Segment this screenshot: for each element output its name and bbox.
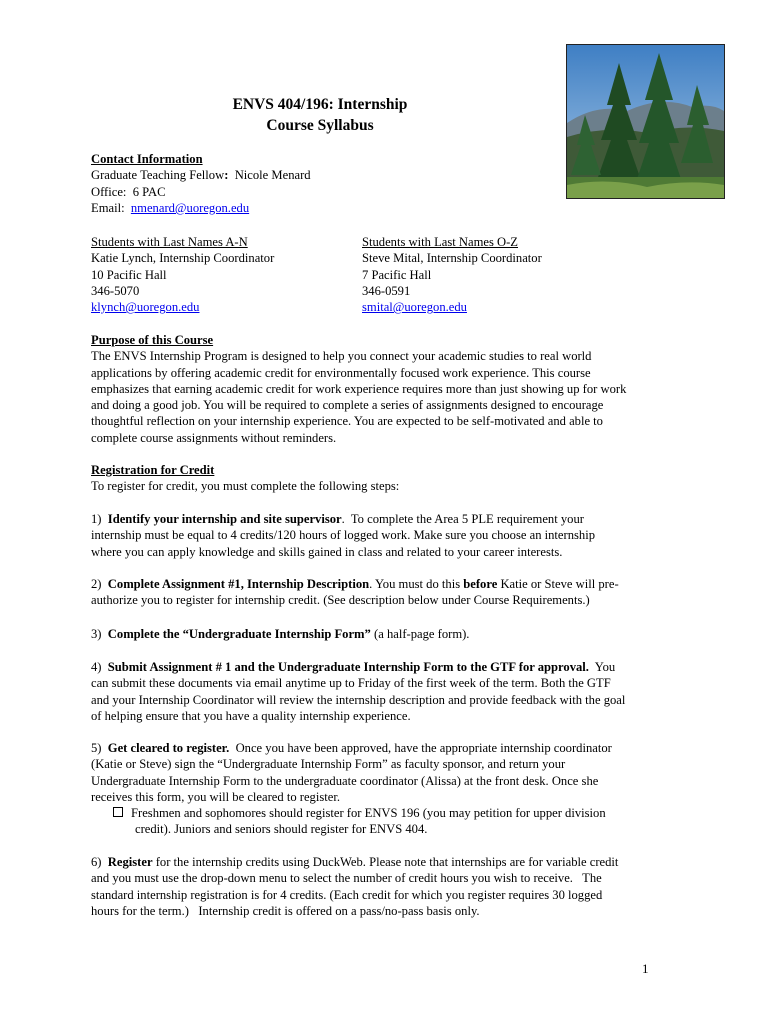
step-line [91,511,681,527]
coordinator-phone: 346-0591 [362,283,411,298]
step-line: authorize you to register for internship credit. (See description below under Course Requirements.) [91,593,590,608]
registration-intro: To register for credit, you must complete the following steps: [91,479,400,494]
bullet-text: Freshmen and sophomores should register for ENVS 196 (you may petition for upper division [131,806,606,820]
step-4 [91,659,681,724]
step-line [91,659,681,675]
title-line-2: Course Syllabus [266,117,374,134]
contact-section [91,151,681,216]
step-line [91,576,681,592]
step-title: Register [107,855,153,869]
title-line-1: ENVS 404/196: Internship [232,96,408,113]
step-text: . To complete the Area 5 PLE requirement your [341,512,584,526]
gtf-email-link[interactable]: nmenard@uoregon.edu [130,200,250,215]
step-text: (a half-page form). [370,627,470,641]
syllabus-title [170,94,470,136]
purpose-heading: Purpose of this Course [91,333,214,347]
step-text: for the internship credits using DuckWeb. Please note that internships are for variable credit [152,855,619,869]
step-title: Submit Assignment # 1 and the Undergraduate Internship Form to the GTF for approval. [107,660,589,674]
registration-heading: Registration for Credit [91,463,215,477]
step-line: where you can apply knowledge and skills gained in class and related to your career interests. [91,544,563,559]
contact-heading: Contact Information [91,152,203,166]
step-line: can submit these documents via email anytime up to Friday of the first week of the term. Both the GTF [91,676,611,691]
step-1 [91,511,681,560]
purpose-line: and doing a good job. You will be required to complete a series of assignments designed to encourage [91,398,604,413]
step-line [91,740,681,756]
registration-section [91,462,681,495]
step-3 [91,626,681,642]
step-2 [91,576,681,609]
coordinator-name: Steve Mital, Internship Coordinator [362,251,542,266]
purpose-section [91,332,681,446]
page-number: 1 [642,961,649,976]
step-emphasis: before [463,577,498,591]
step-number: 5) [91,741,108,755]
step-text: Katie or Steve will pre- [497,577,619,591]
step-line: and your Internship Coordinator will review the internship description and provide feedback with the goal [91,692,626,707]
bullet-line: credit). Juniors and seniors should register for ENVS 404. [135,822,428,837]
step-title: Get cleared to register. [107,741,230,755]
step-number: 1) [91,512,108,526]
checkbox-bullet-icon [113,807,123,817]
email-label: Email: [91,200,131,215]
step-text: You [588,660,616,674]
step-line [91,626,681,642]
step-title: Complete Assignment #1, Internship Description [107,577,370,591]
gtf-label: Graduate Teaching Fellow [91,168,225,183]
purpose-line: complete course assignments without reminders. [91,430,337,445]
step-6 [91,854,681,919]
step-line: Undergraduate Internship Form to the undergraduate coordinator (Alissa) at the front desk. Once she [91,773,599,788]
step-line: internship must be equal to 4 credits/120 hours of logged work. Make sure you choose an internship [91,528,596,543]
step-number: 4) [91,660,108,674]
coordinator-o-z [362,234,542,315]
gtf-colon: : [224,168,229,183]
purpose-line: emphasizes that earning academic credit for work experience requires more than just showing up for work [91,381,627,396]
coordinator-a-n [91,234,274,315]
step-title: Complete the “Undergraduate Internship Form” [107,627,371,641]
step-number: 2) [91,577,108,591]
email-line [91,200,681,216]
bullet-line [113,805,673,821]
step-line [91,854,681,870]
gtf-name: Nicole Menard [228,168,311,183]
office-line: Office: 6 PAC [91,184,166,199]
coordinator-office: 10 Pacific Hall [91,267,167,282]
coordinator-heading: Students with Last Names A-N [91,235,248,249]
step-title: Identify your internship and site supervisor [107,512,342,526]
step-line: (Katie or Steve) sign the “Undergraduate Internship Form” as faculty sponsor, and return your [91,757,566,772]
step-line: and you must use the drop-down menu to select the number of credit hours you wish to receive. The [91,871,602,886]
gtf-line [91,167,681,183]
step-line: of helping ensure that you have a quality internship experience. [91,708,411,723]
purpose-line: applications by offering academic credit for environmentally focused work experience. This course [91,365,591,380]
step-number: 3) [91,627,108,641]
step-line: receives this form, you will be cleared to register. [91,789,340,804]
step-number: 6) [91,855,108,869]
purpose-line: thoughtful reflection on your internship experience. You are expected to be self-motivated and able to [91,414,603,429]
step-text: Once you have been approved, have the appropriate internship coordinator [229,741,612,755]
coordinator-email-link[interactable]: smital@uoregon.edu [362,300,467,315]
step-line: hours for the term.) Internship credit is offered on a pass/no-pass basis only. [91,903,480,918]
step-5 [91,740,681,805]
coordinator-heading: Students with Last Names O-Z [362,235,519,249]
coordinator-office: 7 Pacific Hall [362,267,432,282]
coordinator-phone: 346-5070 [91,283,140,298]
bullet-item [113,805,673,838]
coordinator-email-link[interactable]: klynch@uoregon.edu [91,300,200,315]
purpose-line: The ENVS Internship Program is designed to help you connect your academic studies to real world [91,349,592,364]
step-text: . You must do this [369,577,464,591]
coordinator-name: Katie Lynch, Internship Coordinator [91,251,275,266]
step-line: standard internship registration is for 4 credits. (Each credit for which you register requires 30 logged [91,887,603,902]
